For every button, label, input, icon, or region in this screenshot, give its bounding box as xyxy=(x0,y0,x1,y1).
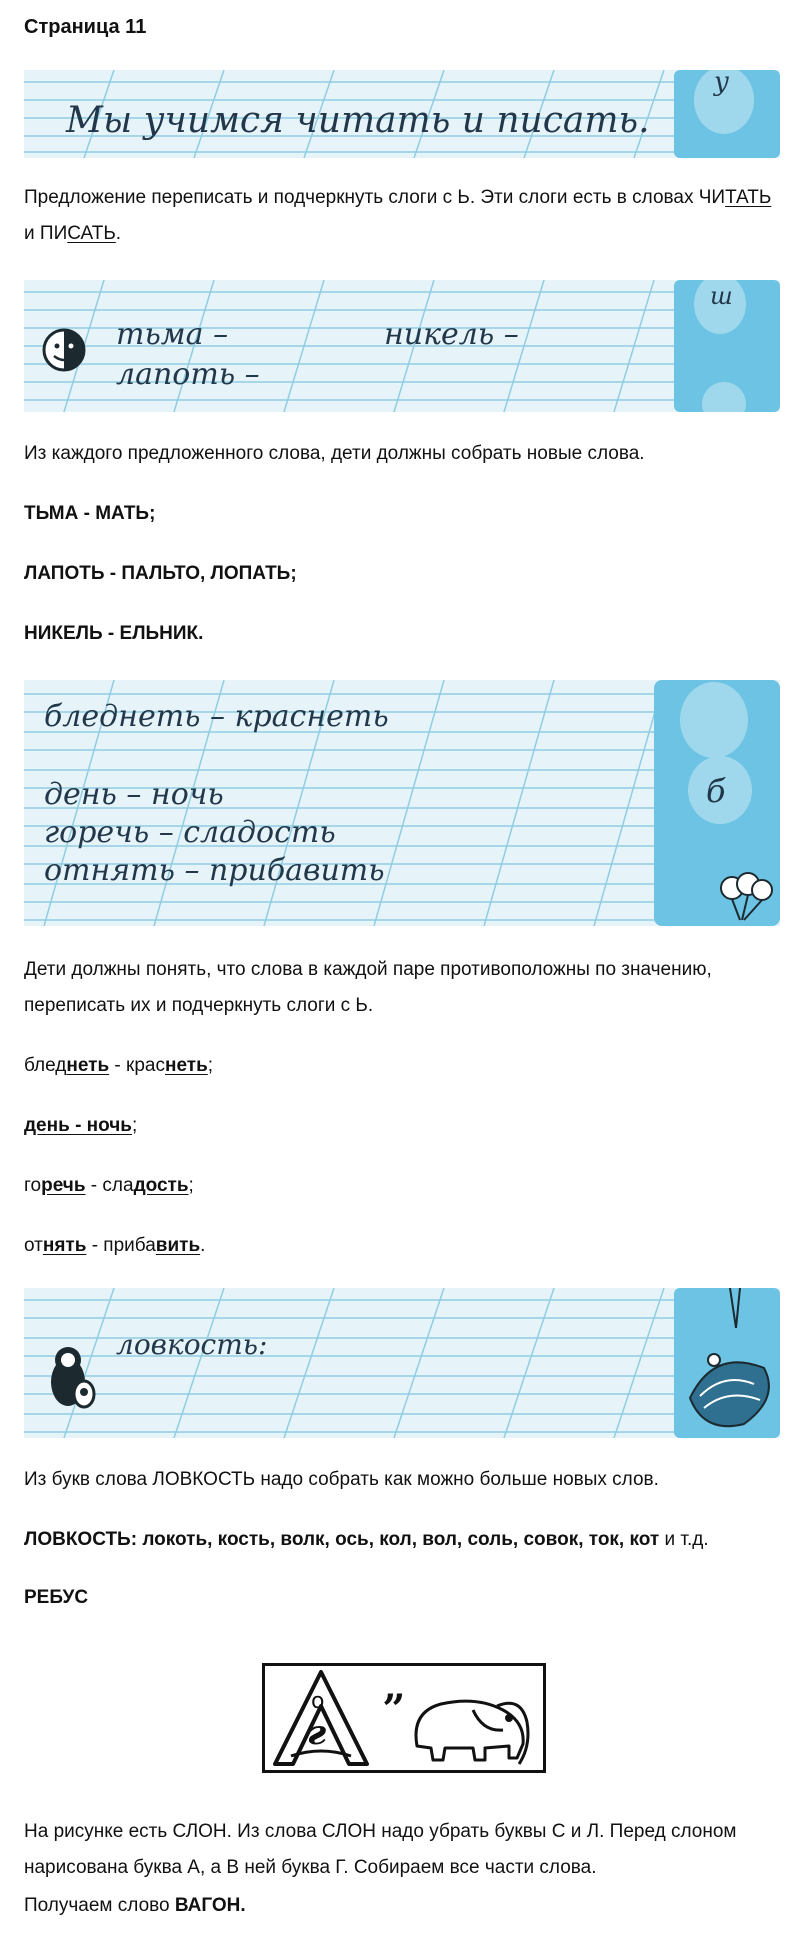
pair-2 xyxy=(24,1108,784,1144)
copybook-line-gorech: горечь – сладость xyxy=(44,815,336,850)
paragraph-4: Из букв слова ЛОВКОСТЬ надо собрать как можно больше новых слов. xyxy=(24,1469,659,1490)
pair4-c: - приба xyxy=(86,1235,156,1256)
pair3-c: - сла xyxy=(85,1175,134,1196)
paragraph-5: На рисунке есть СЛОН. Из слова СЛОН надо убрать буквы С и Л. Перед слоном нарисована буква А, а В ней буква Г. Собираем все части слова. xyxy=(24,1821,737,1878)
para1-text: Предложение переписать и подчеркнуть слоги с Ь. Эти слоги есть в словах xyxy=(24,187,699,208)
copybook-word-nikel: никель – xyxy=(384,317,519,352)
copybook-word-lapot: лапоть – xyxy=(116,357,260,392)
answer-lapot: ЛАПОТЬ - ПАЛЬТО, ЛОПАТЬ; xyxy=(24,563,297,584)
letter-o-icon: о xyxy=(311,1689,325,1714)
side-letter-2: ш xyxy=(710,282,733,310)
side-letter-1: у xyxy=(714,70,730,97)
pair4-b: нять xyxy=(42,1235,87,1256)
pair2-c: ночь xyxy=(86,1115,132,1136)
final-bold: ВАГОН. xyxy=(174,1895,246,1916)
paragraph-1 xyxy=(24,180,784,252)
copybook-lines-4 xyxy=(24,1288,780,1438)
pair2-a: день xyxy=(24,1115,76,1136)
smiley-face-icon xyxy=(44,330,84,370)
pair3-a: го xyxy=(24,1175,42,1196)
copybook-line-otnyat: отнять – прибавить xyxy=(44,853,385,888)
paragraph-2: Из каждого предложенного слова, дети должны собрать новые слова. xyxy=(24,443,645,464)
rebus-commas: „ xyxy=(383,1666,407,1710)
pair3-b: речь xyxy=(41,1175,86,1196)
pair1-b: неть xyxy=(66,1055,110,1076)
lovkost-words xyxy=(24,1522,784,1558)
answer-tma: ТЬМА - МАТЬ; xyxy=(24,503,156,524)
final-normal: Получаем слово xyxy=(24,1895,175,1916)
word-pisat-a: ПИ xyxy=(39,223,68,244)
answer-nikel: НИКЕЛЬ - ЕЛЬНИК. xyxy=(24,623,204,644)
copybook-lines-3 xyxy=(24,680,780,926)
pair4-d: вить xyxy=(155,1235,201,1256)
copybook-word-tma: тьма – xyxy=(116,317,229,352)
pair-4 xyxy=(24,1228,784,1264)
word-pisat-b: САТЬ xyxy=(67,223,116,244)
pair3-d: дость xyxy=(133,1175,189,1196)
copybook-line-den: день – ночь xyxy=(44,777,224,812)
pair1-c: - крас xyxy=(109,1055,165,1076)
copybook-block-1 xyxy=(24,70,780,158)
para1-end: . xyxy=(115,223,122,244)
pair1-d: неть xyxy=(164,1055,208,1076)
pair-3 xyxy=(24,1168,784,1204)
copybook-lines-2 xyxy=(24,280,780,412)
word-chitat-b: ТАТЬ xyxy=(725,187,772,208)
word-chitat-a: ЧИ xyxy=(698,187,726,208)
copybook-lines-1 xyxy=(24,70,780,158)
word-and: и xyxy=(24,223,40,244)
copybook-line-blednet: бледнеть – краснеть xyxy=(44,699,389,734)
paragraph-3: Дети должны понять, что слова в каждой паре противоположны по значению, переписать их и подчеркнуть слоги с Ь. xyxy=(24,959,712,1016)
final-answer xyxy=(24,1888,784,1924)
lovkost-bold: ЛОВКОСТЬ: локоть, кость, волк, ось, кол, вол, соль, совок, ток, кот xyxy=(24,1529,660,1550)
rebus-drawing xyxy=(265,1666,543,1770)
pair1-a: блед xyxy=(24,1055,67,1076)
copybook-block-4 xyxy=(24,1288,780,1438)
copybook-block-2 xyxy=(24,280,780,412)
rebus-heading: РЕБУС xyxy=(24,1587,89,1608)
pair4-e: . xyxy=(200,1235,206,1256)
copybook-text-1: Мы учимся читать и писать. xyxy=(66,100,650,141)
elephant-icon xyxy=(416,1701,528,1764)
pair-1 xyxy=(24,1048,784,1084)
pair2-b: - xyxy=(75,1115,87,1136)
pair1-e: ; xyxy=(207,1055,214,1076)
rebus-picture xyxy=(262,1663,546,1773)
pair2-d: ; xyxy=(132,1115,138,1136)
rebus-inner-letter: г xyxy=(307,1713,327,1753)
page-title: Страница 11 xyxy=(24,16,147,38)
pair4-a: от xyxy=(24,1235,43,1256)
copybook-block-3 xyxy=(24,680,780,926)
copybook-word-lovkost: ловкость: xyxy=(116,1328,268,1361)
side-letter-3: б xyxy=(706,772,726,810)
pair3-e: ; xyxy=(188,1175,194,1196)
lovkost-normal: и т.д. xyxy=(659,1529,709,1550)
